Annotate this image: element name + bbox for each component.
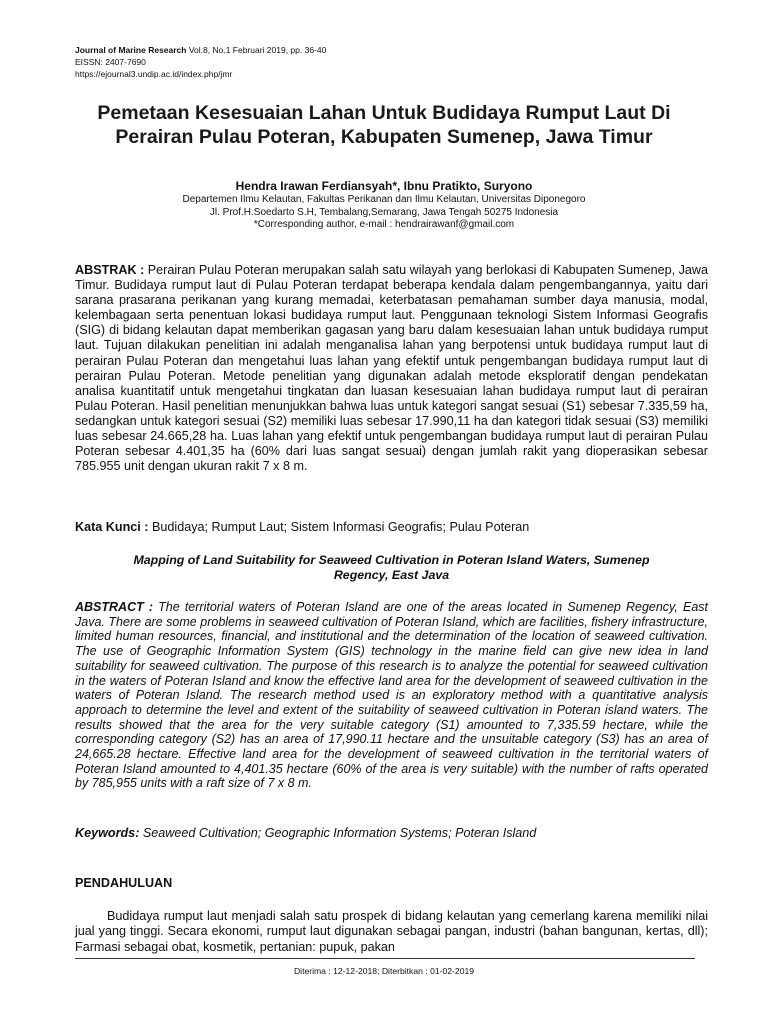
affiliation: [60, 194, 708, 232]
received-published-dates: Diterima : 12-12-2018; Diterbitkan : 01-02-2019: [293, 966, 475, 976]
abstract-label: ABSTRACT :: [75, 600, 159, 614]
journal-eissn: EISSN: 2407-7690: [75, 57, 146, 67]
abstrak-label: ABSTRAK :: [75, 263, 148, 277]
abstract-english: [75, 600, 708, 791]
kata-kunci-label: Kata Kunci :: [75, 520, 152, 534]
abstract-text: The territorial waters of Poteran Island are one of the areas located in Sumenep Regency, East Java. There are some problems in seaweed cultivation of Poteran Island, which are facilities, fishery infrastructure, limited human resources, financial, and institutional and the determination of the location of seaweed cultivation. The use of Geographic Information System (GIS) technology in the marine field can give new idea in land suitability for seaweed cultivation. The purpose of this research is to analyze the potential for seaweed cultivation in the waters of Poteran Island and know the effective land area for the development of seaweed cultivation in the waters of Poteran Island. The research method used is an exploratory method with a quantitative analysis approach to determine the level and extent of the suitability of seaweed cultivation in Poteran island waters. The results showed that the area for the very suitable category (S1) amounted to 7,335.59 hectare, while the corresponding category (S2) has an area of 17,990.11 hectare and the unsuitable category (S3) has an area of 24,665.28 hectare. Effective land area for the development of seaweed cultivation in the territorial waters of Poteran Island amounted to 4,401.35 hectare (60% of the area is very suitable) with the number of rafts operated by 785,955 units with a raft size of 7 x 8 m.: [75, 600, 708, 791]
abstract-indonesian: [75, 263, 708, 474]
corresponding-author: *Corresponding author, e-mail : hendrairawanf@gmail.com: [253, 219, 515, 230]
paper-title-line-1: Pemetaan Kesesuaian Lahan Untuk Budidaya Rumput Laut Di: [97, 102, 671, 124]
footer-divider: [75, 958, 695, 959]
english-title-line-1: Mapping of Land Suitability for Seaweed Cultivation in Poteran Island Waters, Sumenep: [133, 553, 650, 567]
affiliation-line-1: Departemen Ilmu Kelautan, Fakultas Perikanan dan Ilmu Kelautan, Universitas Diponegoro: [182, 194, 586, 205]
affiliation-line-2: Jl. Prof.H.Soedarto S.H, Tembalang,Semarang, Jawa Tengah 50275 Indonesia: [209, 206, 559, 218]
paper-title-line-2: Perairan Pulau Poteran, Kabupaten Sumenep, Jawa Timur: [115, 126, 653, 148]
english-title: [75, 553, 708, 583]
journal-header: [75, 44, 326, 80]
keywords-indonesian: [75, 520, 708, 535]
intro-paragraph: Budidaya rumput laut menjadi salah satu prospek di bidang kelautan yang cemerlang karena memiliki nilai jual yang tinggi. Secara ekonomi, rumput laut digunakan sebagai pangan, industri (bahan bangunan, kertas, dll); Farmasi sebagai obat, kosmetik, pertanian: pupuk, pakan: [75, 909, 708, 954]
keywords-text: Seaweed Cultivation; Geographic Information Systems; Poteran Island: [142, 826, 537, 840]
section-heading-pendahuluan: PENDAHULUAN: [75, 876, 173, 890]
keywords-label: Keywords:: [75, 826, 143, 840]
journal-citation: [75, 44, 326, 56]
abstrak-text: Perairan Pulau Poteran merupakan salah satu wilayah yang berlokasi di Kabupaten Sumenep, Jawa Timur. Budidaya rumput laut di Pulau Poteran terdapat beberapa kendala dalam pengembangannya, yaitu dari sarana prasarana perikanan yang kurang memadai, keterbatasan pemahaman sumber daya manusia, modal, kelembagaan serta penentuan lokasi budidaya rumput laut. Penggunaan teknologi Sistem Informasi Geografis (SIG) di bidang kelautan dapat memberikan gagasan yang baru dalam kesesuaian lahan untuk budidaya rumput laut. Tujuan dilakukan penelitian ini adalah menganalisa lahan yang berpotensi untuk budidaya rumput laut di perairan Pulau Poteran dan mengetahui luas lahan yang efektif untuk pengembangan budidaya rumput laut di perairan Pulau Poteran. Metode penelitian yang digunakan adalah metode eksploratif dengan pendekatan analisa kuantitatif untuk mengetahui tingkatan dan luasan kesesuaian lahan budidaya rumput laut di perairan Pulau Poteran. Hasil penelitian menunjukkan bahwa luas untuk kategori sangat sesuai (S1) sebesar 7.335,59 ha, sedangkan untuk kategori sesuai (S2) memiliki luas sebesar 17.990,11 ha dan kategori tidak sesuai (S3) memiliki luas sebesar 24.665,28 ha. Luas lahan yang efektif untuk pengembangan budidaya rumput laut di perairan Pulau Poteran sebesar 4.401,35 ha (60% dari luas sangat sesuai) dengan jumlah rakit yang dioperasikan sebesar 785.955 unit dengan ukuran rakit 7 x 8 m.: [75, 263, 708, 474]
journal-volume-info: Vol.8, No.1 Februari 2019, pp. 36-40: [186, 45, 327, 55]
paper-title: [60, 101, 708, 149]
keywords-english: [75, 826, 708, 841]
kata-kunci-text: Budidaya; Rumput Laut; Sistem Informasi Geografis; Pulau Poteran: [151, 520, 530, 534]
english-title-line-2: Regency, East Java: [333, 568, 450, 582]
journal-url[interactable]: https://ejournal3.undip.ac.id/index.php/jmr: [75, 69, 233, 79]
author-list: Hendra Irawan Ferdiansyah*, Ibnu Pratikto, Suryono: [235, 179, 533, 193]
journal-name: Journal of Marine Research: [75, 45, 187, 55]
